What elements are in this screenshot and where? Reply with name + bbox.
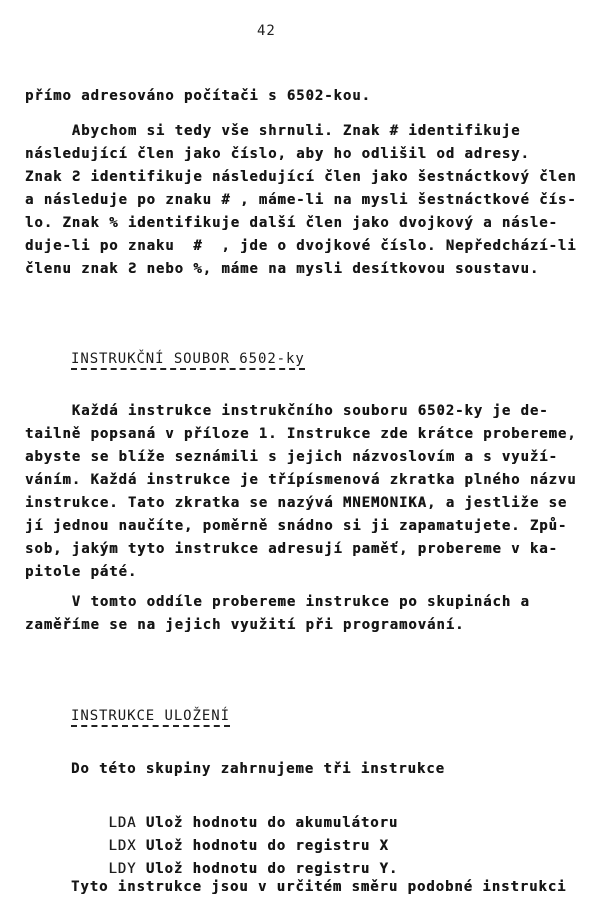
text-line: Znak Ƨ identifikuje následující člen jako šestnáctkový člen (25, 169, 577, 185)
text-line: následující člen jako číslo, aby ho odlišil od adresy. (25, 146, 530, 162)
text-line: Každá instrukce instrukčního souboru 6502-ky je de- (25, 403, 549, 419)
text-line: pitole páté. (25, 564, 138, 580)
text-line: Do této skupiny zahrnujeme tři instrukce (71, 761, 445, 777)
page-number: 42 (257, 23, 276, 39)
text-line: a následuje po znaku # , máme-li na mysli šestnáctkové čís- (25, 192, 577, 208)
text-line: váním. Každá instrukce je třípísmenová zkratka plného názvu (25, 472, 577, 488)
text-line: V tomto oddíle probereme instrukce po skupinách a (25, 594, 530, 610)
text-line: sob, jakým tyto instrukce adresují paměť, probereme v ka- (25, 541, 558, 557)
text-line: lo. Znak % identifikuje další člen jako dvojkový a násle- (25, 215, 558, 231)
section-heading-store: INSTRUKCE ULOŽENÍ (71, 707, 230, 727)
instruction-mnemonic: LDA (108, 815, 137, 831)
instruction-mnemonic: LDY (108, 861, 137, 877)
instruction-description: Ulož hodnotu do registru X (145, 838, 389, 854)
text-line: abyste se blíže seznámili s jejich názvoslovím a s využí- (25, 449, 558, 465)
instruction-mnemonic: LDX (108, 838, 137, 854)
text-line: Tyto instrukce jsou v určitém směru podobné instrukci (71, 879, 567, 895)
text-line: přímo adresováno počítači s 6502-kou. (25, 88, 371, 104)
text-line: zaměříme se na jejich využití při programování. (25, 617, 465, 633)
text-line: Abychom si tedy vše shrnuli. Znak # identifikuje (25, 123, 521, 139)
text-line: tailně popsaná v příloze 1. Instrukce zde krátce probereme, (25, 426, 577, 442)
text-line: jí jednou naučíte, poměrně snádno si ji zapamatujete. Způ- (25, 518, 568, 534)
instruction-description: Ulož hodnotu do registru Y. (145, 861, 399, 877)
text-line: instrukce. Tato zkratka se nazývá MNEMONIKA, a jestliže se (25, 495, 568, 511)
text-line: duje-li po znaku # , jde o dvojkové číslo. Nepředchází-li (25, 238, 577, 254)
section-heading-instruction-set: INSTRUKČNÍ SOUBOR 6502-ky (71, 350, 305, 370)
text-line: členu znak Ƨ nebo %, máme na mysli desítkovou soustavu. (25, 261, 540, 277)
instruction-description: Ulož hodnotu do akumulátoru (145, 815, 399, 831)
